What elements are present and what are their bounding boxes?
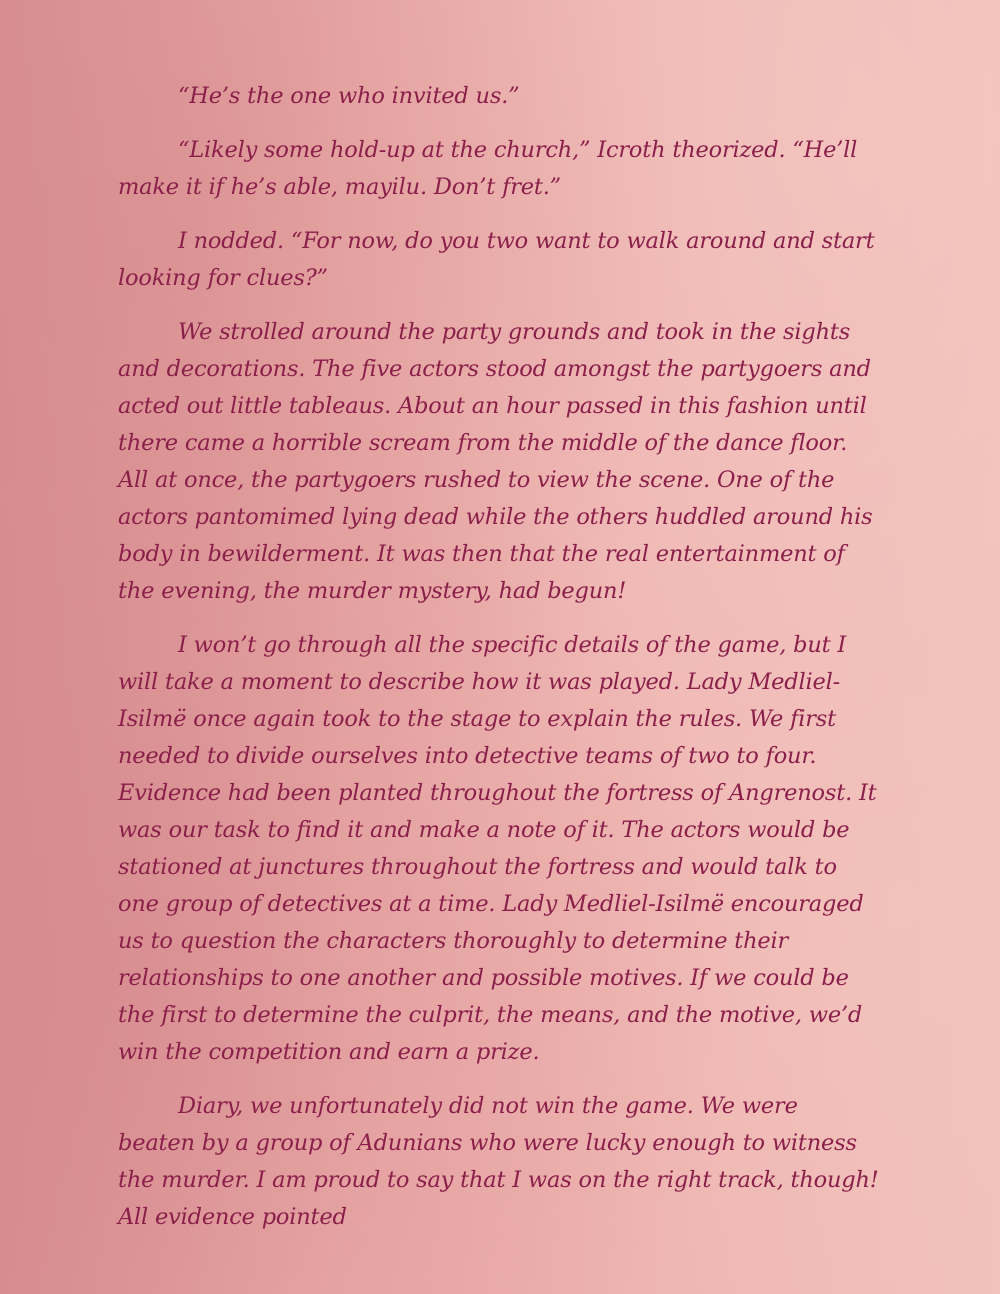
paragraph-2: “Likely some hold-up at the church,” Icroth theorized. “He’ll make it if he’s able, mayilu. Don’t fret.”: [118, 137, 858, 200]
paragraph-3: I nodded. “For now, do you two want to walk around and start looking for clues?”: [118, 228, 875, 291]
paragraph-1: “He’s the one who invited us.”: [178, 83, 520, 109]
paragraph-5: I won’t go through all the specific details of the game, but I will take a moment to describe how it was played. Lady Medliel-Isilmë once again took to the stage to explain the rules. We first needed to divide ourselves into detective teams of two to four. Evidence had been planted throughout the fortress of Angrenost. It was our task to find it and make a note of it. The actors would be stationed at junctures throughout the fortress and would talk to one group of detectives at a time. Lady Medliel-Isilmë encouraged us to question the characters thoroughly to determine their relationships to one another and possible motives. If we could be the first to determine the culprit, the means, and the motive, we’d win the competition and earn a prize.: [118, 632, 877, 1065]
diary-page: [118, 78, 880, 1253]
paragraph-4: We strolled around the party grounds and took in the sights and decorations. The five actors stood amongst the partygoers and acted out little tableaus. About an hour passed in this fashion until there came a horrible scream from the middle of the dance floor. All at once, the partygoers rushed to view the scene. One of the actors pantomimed lying dead while the others huddled around his body in bewilderment. It was then that the real entertainment of the evening, the murder mystery, had begun!: [118, 319, 873, 604]
paragraph-6: Diary, we unfortunately did not win the game. We were beaten by a group of Adunians who were lucky enough to witness the murder. I am proud to say that I was on the right track, though! All evidence pointed: [118, 1093, 879, 1230]
